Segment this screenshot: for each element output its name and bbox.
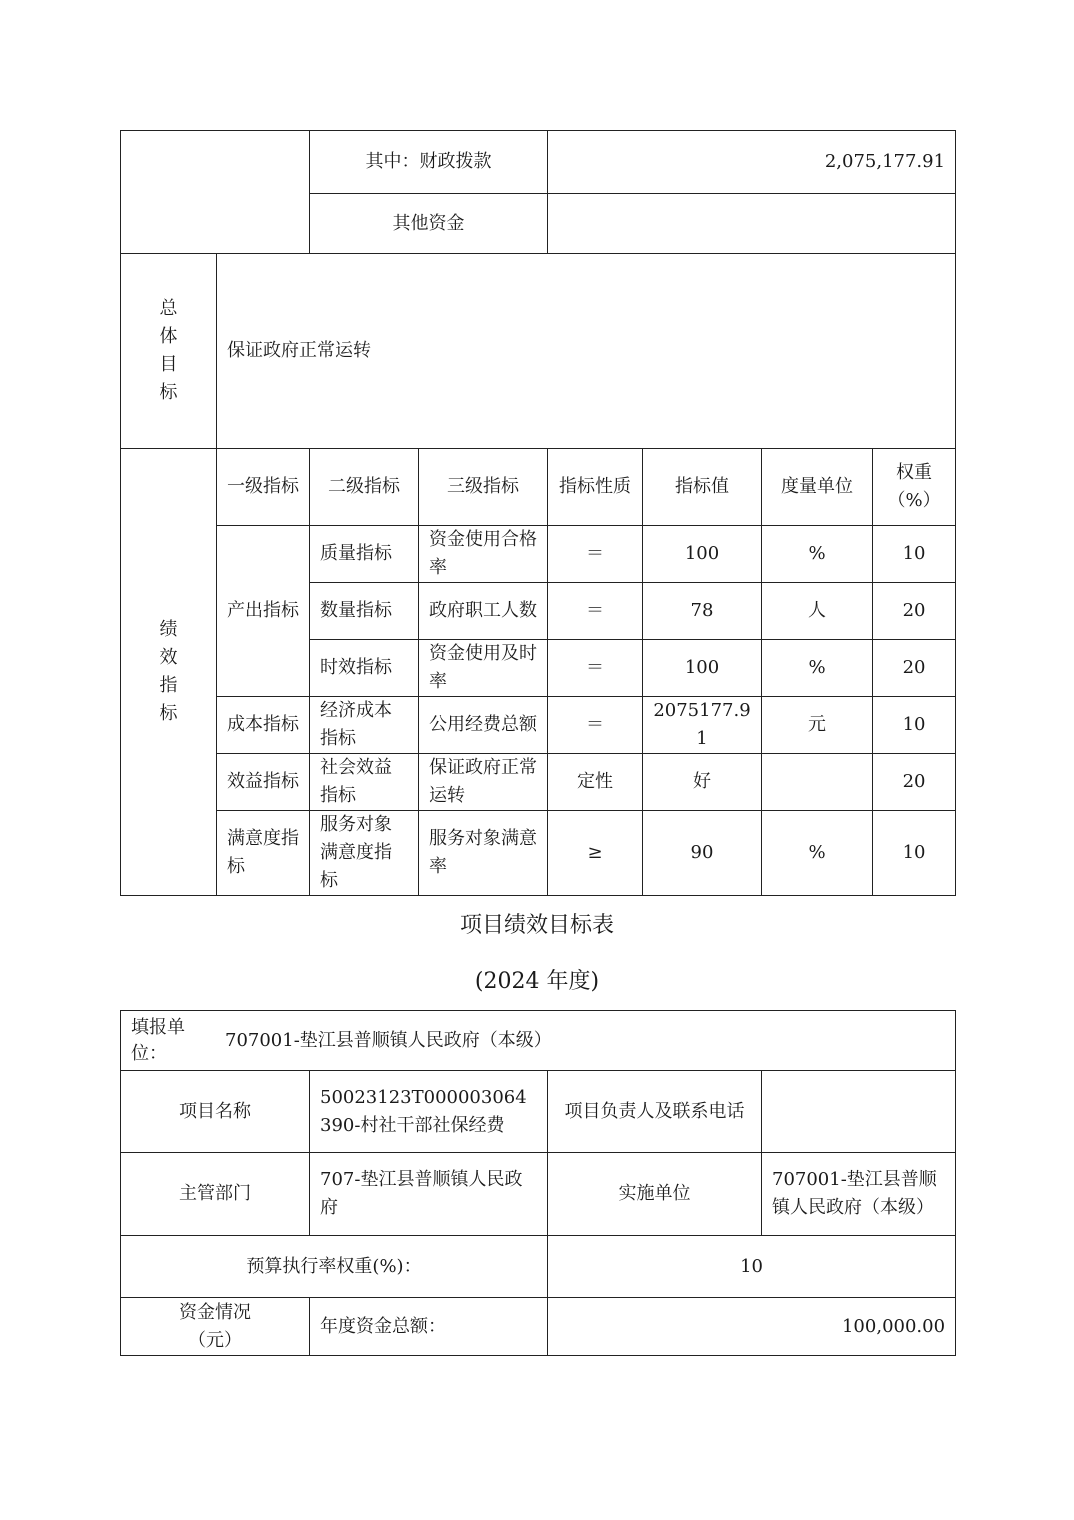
table-row (121, 811, 956, 896)
level3-cell: 公用经费总额 (419, 697, 548, 754)
header-level2: 二级指标 (310, 449, 419, 526)
supervising-dept-value: 707-垫江县普顺镇人民政府 (310, 1153, 548, 1236)
weight-cell: 20 (873, 583, 956, 640)
section-year: (2024 年度) (474, 969, 600, 994)
nature-cell: ＝ (548, 583, 643, 640)
header-level1: 一级指标 (217, 449, 310, 526)
other-funds-value (548, 194, 956, 254)
unit-cell: 人 (762, 583, 873, 640)
table-row (121, 526, 956, 583)
unit-cell: 元 (762, 697, 873, 754)
unit-cell (762, 754, 873, 811)
level3-cell: 保证政府正常运转 (419, 754, 548, 811)
performance-table (120, 130, 956, 896)
reporting-unit-label: 填报单位： (131, 1016, 185, 1064)
weight-cell: 10 (873, 526, 956, 583)
value-cell: 2075177.91 (643, 697, 762, 754)
level2-cell: 服务对象满意度指标 (310, 811, 419, 896)
blank-cell (121, 131, 310, 254)
value-cell: 90 (643, 811, 762, 896)
header-value: 指标值 (643, 449, 762, 526)
unit-cell: % (762, 640, 873, 697)
level2-cell: 数量指标 (310, 583, 419, 640)
level1-cell: 成本指标 (217, 697, 310, 754)
budget-execution-weight-value: 10 (548, 1236, 956, 1298)
nature-cell: ＝ (548, 640, 643, 697)
project-info-table (120, 1010, 956, 1356)
weight-cell: 20 (873, 640, 956, 697)
value-cell: 100 (643, 640, 762, 697)
value-cell: 好 (643, 754, 762, 811)
header-nature: 指标性质 (548, 449, 643, 526)
budget-execution-weight-label: 预算执行率权重(%)： (121, 1236, 548, 1298)
table-row (121, 697, 956, 754)
annual-total-value: 100,000.00 (548, 1298, 956, 1356)
fund-status-label: 资金情况（元） (121, 1298, 310, 1356)
nature-cell: ≥ (548, 811, 643, 896)
weight-cell: 10 (873, 697, 956, 754)
level1-cell: 满意度指标 (217, 811, 310, 896)
value-cell: 100 (643, 526, 762, 583)
reporting-unit-row (121, 1011, 956, 1071)
section-title: 项目绩效目标表 (459, 913, 614, 938)
nature-cell: 定性 (548, 754, 643, 811)
value-cell: 78 (643, 583, 762, 640)
project-leader-value (762, 1071, 956, 1153)
nature-cell: ＝ (548, 526, 643, 583)
unit-cell: % (762, 811, 873, 896)
other-funds-label: 其他资金 (310, 194, 548, 254)
weight-cell: 10 (873, 811, 956, 896)
fiscal-value: 2,075,177.91 (548, 131, 956, 194)
level1-cell: 产出指标 (217, 526, 310, 697)
header-unit: 度量单位 (762, 449, 873, 526)
overall-goal-text: 保证政府正常运转 (217, 254, 956, 449)
unit-cell: % (762, 526, 873, 583)
level2-cell: 质量指标 (310, 526, 419, 583)
header-level3: 三级指标 (419, 449, 548, 526)
level1-cell: 效益指标 (217, 754, 310, 811)
reporting-unit-value: 707001-垫江县普顺镇人民政府（本级） (225, 1029, 552, 1051)
project-leader-label: 项目负责人及联系电话 (548, 1071, 762, 1153)
level3-cell: 资金使用及时率 (419, 640, 548, 697)
level2-cell: 经济成本指标 (310, 697, 419, 754)
project-name-label: 项目名称 (121, 1071, 310, 1153)
table-row (121, 754, 956, 811)
fiscal-label: 其中：财政拨款 (310, 131, 548, 194)
project-name-value: 50023123T000003064390-村社干部社保经费 (310, 1071, 548, 1153)
overall-goal-label: 总 体 目 标 (121, 254, 217, 449)
supervising-dept-label: 主管部门 (121, 1153, 310, 1236)
annual-total-label: 年度资金总额： (310, 1298, 548, 1356)
level3-cell: 服务对象满意率 (419, 811, 548, 896)
performance-indicator-label: 绩 效 指 标 (121, 449, 217, 896)
level2-cell: 时效指标 (310, 640, 419, 697)
implementing-unit-value: 707001-垫江县普顺镇人民政府（本级） (762, 1153, 956, 1236)
nature-cell: ＝ (548, 697, 643, 754)
level3-cell: 资金使用合格率 (419, 526, 548, 583)
header-weight: 权重（%） (873, 449, 956, 526)
implementing-unit-label: 实施单位 (548, 1153, 762, 1236)
weight-cell: 20 (873, 754, 956, 811)
level2-cell: 社会效益指标 (310, 754, 419, 811)
level3-cell: 政府职工人数 (419, 583, 548, 640)
